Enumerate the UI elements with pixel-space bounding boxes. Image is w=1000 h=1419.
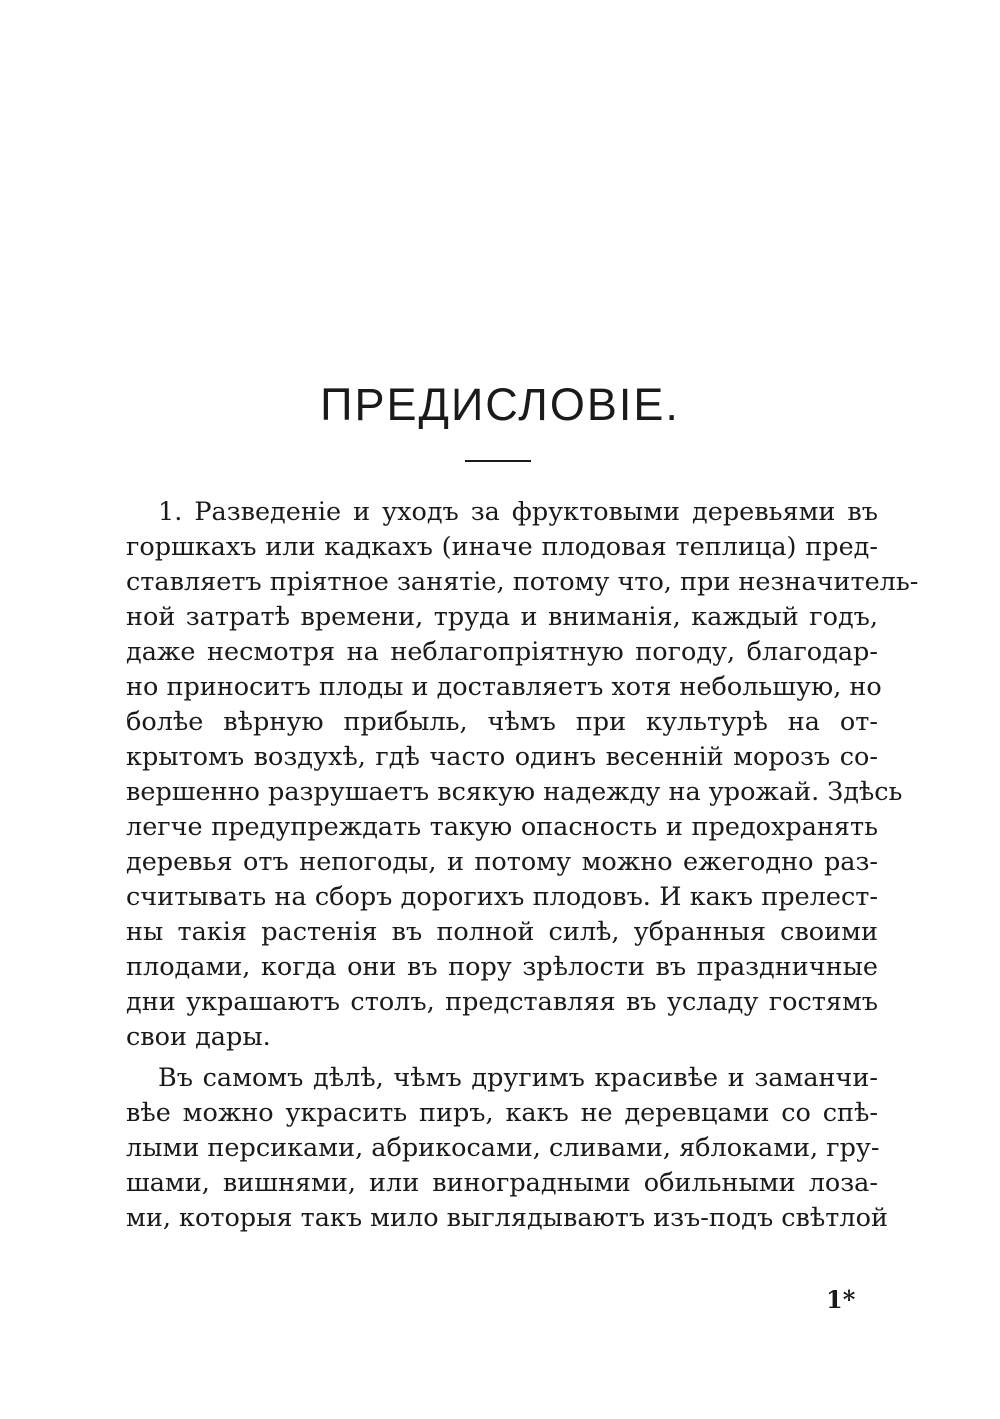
title-divider [465,460,531,462]
text-line: крытомъ воздухѣ, гдѣ часто одинъ весенній морозъ со- [126,742,878,772]
text-line: свои дары. [126,1022,271,1052]
text-line: 1. Разведеніе и уходъ за фруктовыми деревьями въ [158,497,878,527]
text-line: болѣе вѣрную прибыль, чѣмъ при культурѣ на от- [126,707,878,737]
text-line: легче предупреждать такую опасность и предохранять [126,812,878,842]
preface-text [126,495,919,1236]
text-line: вѣе можно украсить пиръ, какъ не деревцами со спѣ- [126,1098,878,1128]
text-line: деревья отъ непогоды, и потому можно ежегодно раз- [126,847,878,877]
text-line: шами, вишнями, или виноградными обильными лоза- [126,1168,878,1198]
text-line: ставляетъ пріятное занятіе, потому что, при незначитель- [126,567,919,597]
text-line: горшкахъ или кадкахъ (иначе плодовая теплица) пред- [126,532,878,562]
text-line: дни украшаютъ столъ, представляя въ усладу гостямъ [126,987,878,1017]
signature-mark: 1* [826,1285,856,1314]
text-line: плодами, когда они въ пору зрѣлости въ праздничные [126,952,878,982]
text-line: ной затратѣ времени, труда и вниманія, каждый годъ, [126,602,878,632]
text-line: ны такія растенія въ полной силѣ, убранныя своими [126,917,878,947]
text-line: вершенно разрушаетъ всякую надежду на урожай. Здѣсь [126,777,903,807]
text-line: лыми персиками, абрикосами, сливами, яблоками, гру- [126,1133,880,1163]
page-title: ПРЕДИСЛОВІЕ. [320,379,680,430]
paragraph-2 [126,1061,888,1236]
paragraph-1 [126,495,919,1055]
text-line: но приноситъ плоды и доставляетъ хотя небольшую, но [126,672,882,702]
text-line: Въ самомъ дѣлѣ, чѣмъ другимъ красивѣе и заманчи- [158,1063,878,1093]
text-line: даже несмотря на неблагопріятную погоду, благодар- [126,637,878,667]
text-line: ми, которыя такъ мило выглядываютъ изъ-подъ свѣтлой [126,1203,888,1233]
text-line: считывать на сборъ дорогихъ плодовъ. И какъ прелест- [126,882,878,912]
